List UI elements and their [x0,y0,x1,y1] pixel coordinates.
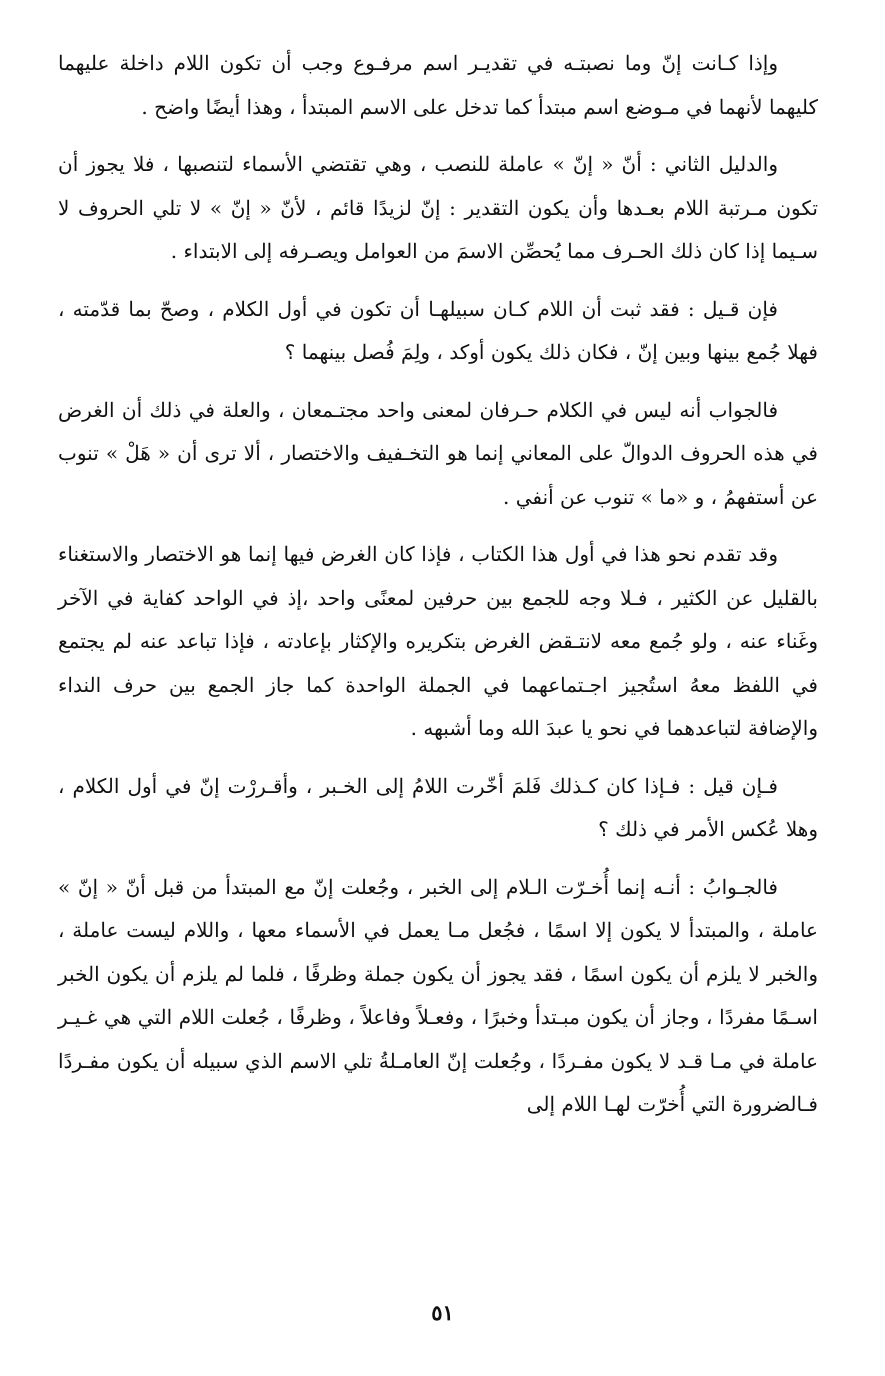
paragraph-2: والدليل الثاني : أنّ « إنّ » عاملة للنصب ، وهي تقتضي الأسماء لتنصبها ، فلا يجوز أن تكون مـرتبة اللام بعـدها وأن يكون التقدير : إنّ لزيدًا قائم ، لأنّ « إنّ » لا تلي الحروف لا سـيما إذا كان ذلك الحـرف مما يُحصِّن الاسمَ من العوامل ويصـرفه إلى الابتداء . [58,152,818,263]
paragraph-4: فالجواب أنه ليس في الكلام حـرفان لمعنى واحد مجتـمعان ، والعلة في ذلك أن الغرض في هذه الحروف الدوالّ على المعاني إنما هو التخـفيف والاختصار ، ألا ترى أن « هَلْ » تنوب عن أستفهمُ ، و «ما » تنوب عن أنفي . [58,397,818,509]
page-number: ٥١ [431,1300,454,1325]
paragraph-7: فالجـوابُ : أنـه إنما أُخـرّت الـلام إلى الخبر ، وجُعلت إنّ مع المبتدأ من قبل أنّ « إنّ » عاملة ، والمبتدأ لا يكون إلا اسمًا ، فجُعل مـا يعمل في الأسماء معها ، واللام ليست عاملة ، والخبر لا يلزم أن يكون اسمًا ، فقد يجوز أن يكون جملة وظرفًا ، فلما لم يلزم أن يكون الخبر اسـمًا مفردًا ، وجاز أن يكون مبـتدأ وخبرًا ، وفعـلاً وفاعلاً ، وظرفًا ، جُعلت اللام التي هي غـيـر عاملة في مـا قـد لا يكون مفـردًا ، وجُعلت إنّ العامـلةُ تلي الاسم الذي سبيله أن يكون مفـردًا فـالضرورة التي أُخرّت لهـا اللام إلى [58,874,818,1116]
paragraph-5: وقد تقدم نحو هذا في أول هذا الكتاب ، فإذا كان الغرض فيها إنما هو الاختصار والاستغناء بالقليل عن الكثير ، فـلا وجه للجمع بين حرفين لمعنًى واحد ،إذ في الواحد كفاية في الآخر وغَناء عنه ، ولو جُمع معه لانتـقض الغرض بتكريره والإكثار بإعادته ، فإذا تباعد عنه لم يجتمع في اللفظ معهُ استُجيز اجـتماعهما في الجملة الواحدة كما جاز الجمع بين حرف النداء والإضافة لتباعدهما في نحو يا عبدَ الله وما أشبهه . [58,542,818,740]
paragraph-6: فـإن قيل : فـإذا كان كـذلك فَلمَ أخّرت اللامُ إلى الخـبر ، وأقـررْت إنّ في أول الكلام ، وهلا عُكس الأمر في ذلك ؟ [58,773,818,841]
paragraph-3: فإن قـيل : فقد ثبت أن اللام كـان سبيلهـا أن تكون في أول الكلام ، وصحّ بما قدّمته ، فهلا جُمع بينها وبين إنّ ، فكان ذلك يكون أوكد ، ولِمَ فُصل بينهما ؟ [58,296,818,364]
paragraph-1: وإذا كـانت إنّ وما نصبتـه في تقديـر اسم مرفـوع وجب أن تكون اللام داخلة عليهما كليهما لأنهما في مـوضع اسم مبتدأ كما تدخل على الاسم المبتدأ ، وهذا أيضًا واضح . [58,51,818,119]
page-body [58,42,818,1141]
